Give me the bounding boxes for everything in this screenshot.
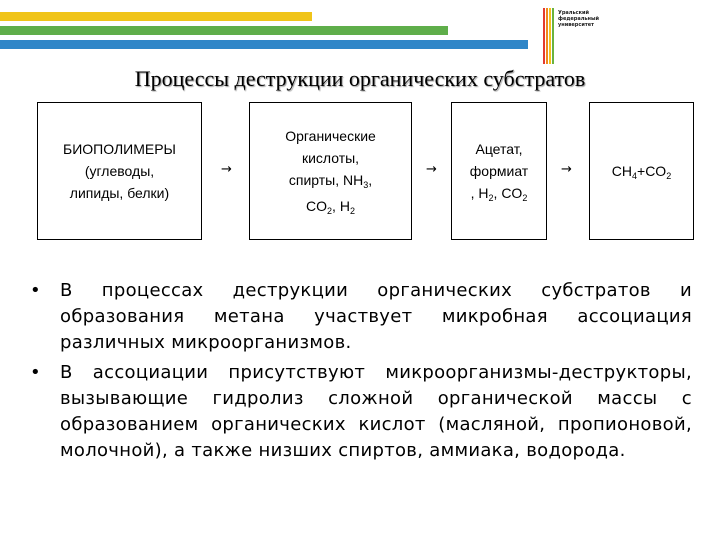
box-text-line: (углеводы, (84, 163, 155, 179)
flow-arrow-icon: → (426, 162, 437, 177)
bullet-item (30, 278, 692, 356)
logo-line: университет (558, 22, 595, 28)
flow-box-biopolymers (37, 102, 202, 240)
box-text-line: Органические (285, 128, 376, 144)
box-text-line: липиды, белки) (69, 185, 170, 201)
bullet-text: В ассоциации присутствуют микроорганизмы-деструкторы, вызывающие гидролиз сложной органической массы с образованием органических кислот (масляной, пропионовой, молочной), а также низших спиртов, аммиака, водорода. (60, 362, 692, 461)
box-text-line: спирты, $NH_3$, (288, 172, 373, 190)
bullet-icon: • (30, 362, 41, 383)
bullet-icon: • (30, 280, 41, 301)
flow-box-organic-acids (249, 102, 412, 240)
flow-box-methane (589, 102, 694, 240)
flow-box-acetate (451, 102, 547, 240)
box-text-line: кислоты, (301, 150, 360, 166)
logo-text (558, 10, 614, 54)
box-text-line: Ацетат, (475, 141, 523, 157)
box-text-line: , $H_2$, $CO_2$ (470, 185, 528, 203)
page-title: Процессы деструкции органических субстратов (134, 66, 586, 91)
box-text-line: $CH_4+CO_2$ (611, 163, 672, 181)
flow-arrow-icon: → (221, 162, 232, 177)
bullet-text: В процессах деструкции органических субстратов и образования метана участвует микробная ассоциация различных микроорганизмов. (60, 280, 692, 353)
bullet-list (30, 278, 692, 468)
header-band-green (0, 26, 448, 35)
box-text-line: $CO_2$, $H_2$ (306, 198, 355, 216)
box-text-line: БИОПОЛИМЕРЫ (63, 141, 176, 157)
box-text-line: формиат (469, 163, 529, 179)
bullet-item (30, 360, 692, 464)
logo-line: федеральный (558, 16, 600, 22)
header-band-blue (0, 40, 528, 49)
flow-arrow-icon: → (561, 162, 572, 177)
header-band-yellow (0, 12, 312, 21)
logo-line: Уральский (558, 10, 589, 16)
